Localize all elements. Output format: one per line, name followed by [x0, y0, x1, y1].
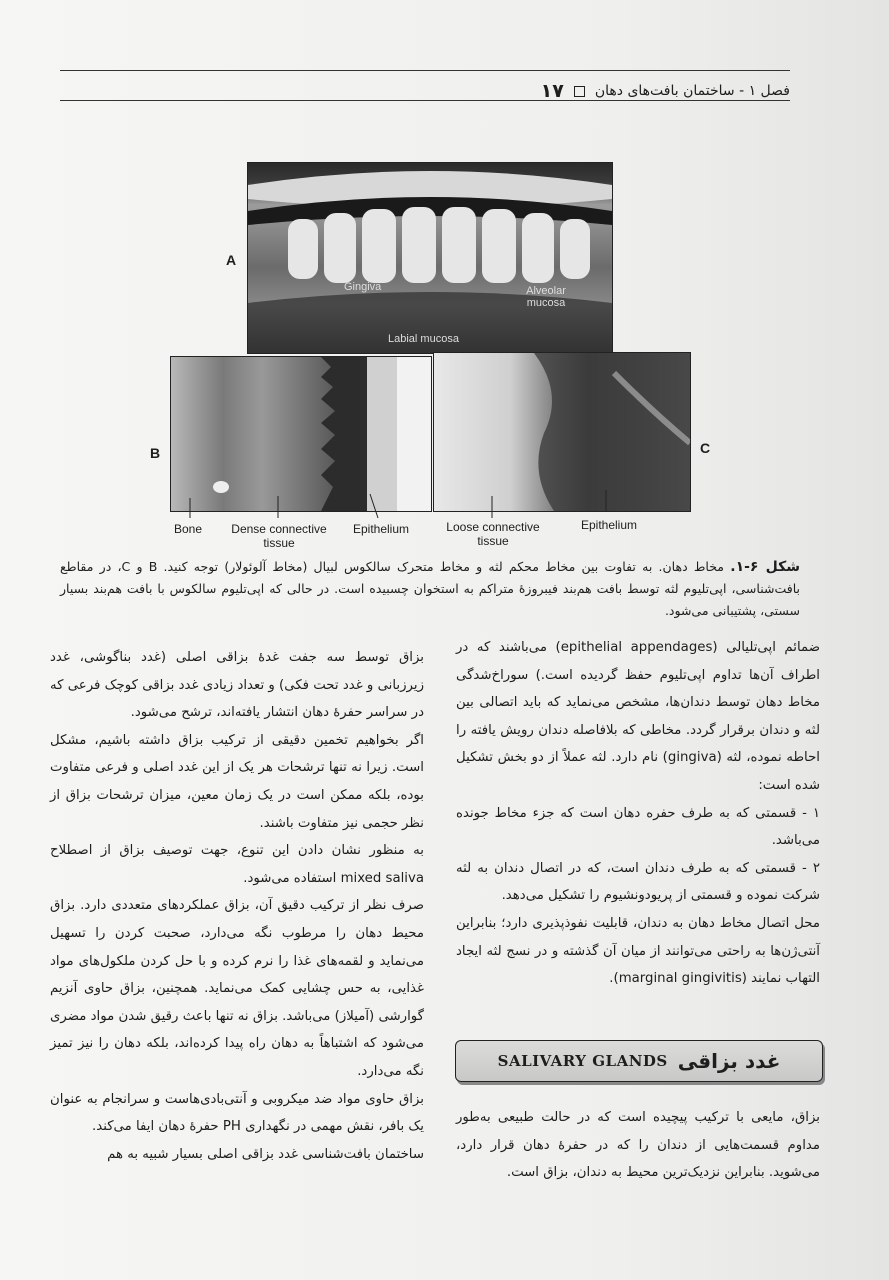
section-heading-fa: غدد بزاقی — [677, 1049, 781, 1073]
left-paragraph-6: ساختمان بافت‌شناسی غدد بزاقی اصلی بسیار شبیه به هم — [107, 1146, 424, 1162]
left-column — [50, 644, 424, 1168]
callout-dense-connective-tissue: Dense connective tissue — [231, 522, 327, 550]
left-paragraph-4: صرف نظر از ترکیب دقیق آن، بزاق عملکردهای متعددی دارد. بزاق محیط دهان را مرطوب نگه می‌دارد، صحبت کردن را تسهیل می‌نماید و لقمه‌های غذا را نرم کرده و با حل کردن ملکول‌های مواد غذایی، به حس چشایی کمک می‌نماید. همچنین، بزاق حاوی آنزیم گوارشی (آمیلاز) می‌باشد. بزاق نه تنها باعث رقیق شدن مواد مضری می‌شود که اشتباهاً به دهان راه پیدا کرده‌اند، بلکه دهان را نیز تمیز نگه می‌دارد. — [50, 898, 424, 1079]
panel-a-label: A — [226, 252, 237, 268]
list-item-1: ۱ - قسمتی که به طرف حفره دهان است که جزء مخاط جونده می‌باشد. — [456, 805, 820, 849]
section-heading-salivary-glands — [455, 1040, 823, 1082]
callout-bone: Bone — [173, 522, 203, 536]
callout-loose-connective-tissue: Loose connective tissue — [446, 520, 540, 548]
section-heading-en: SALIVARY GLANDS — [497, 1052, 668, 1070]
label-gingiva: Gingiva — [344, 281, 382, 293]
chapter-title: فصل ۱ - ساختمان بافت‌های دهان — [594, 83, 790, 99]
panel-c-label: C — [700, 440, 711, 456]
callout-epithelium-c: Epithelium — [580, 518, 638, 532]
figure-caption — [60, 556, 800, 622]
right-paragraph-2: محل اتصال مخاط دهان به دندان، قابلیت نفوذپذیری دارد؛ بنابراین آنتی‌ژن‌ها به راحتی می‌توانند از میان آن گذشته و در نسج لثه ایجاد التهاب نمایند (marginal gingivitis). — [456, 915, 820, 987]
page-number: ۱۷ — [540, 80, 564, 102]
callout-lines — [0, 0, 889, 560]
label-labial-mucosa: Labial mucosa — [388, 333, 459, 345]
left-paragraph-3: به منظور نشان دادن این تنوع، جهت توصیف بزاق از اصطلاح mixed saliva استفاده می‌شود. — [50, 843, 424, 886]
caption-number: شکل ۶-۱. — [730, 559, 800, 575]
right-column-top — [456, 634, 820, 993]
list-item-2: ۲ - قسمتی که به طرف دندان است، که در اتصال دندان به لثه شرکت نموده و قسمتی از پریودونشیوم را تشکیل می‌دهد. — [456, 860, 820, 904]
callout-epithelium-b: Epithelium — [352, 522, 410, 536]
right-paragraph-3: بزاق، مایعی با ترکیب پیچیده است که در حالت طبیعی به‌طور مداوم قسمت‌هایی از دندان را که در حفرهٔ دهان قرار دارد، می‌شوید. بنابراین نزدیک‌ترین محیط به دندان، بزاق است. — [456, 1110, 820, 1181]
left-paragraph-1: بزاق توسط سه جفت غدهٔ بزاقی اصلی (غدد بناگوشی، غدد زیرزبانی و غدد تحت فکی) و تعداد زیادی غدد بزاقی کوچک فرعی که در سراسر حفرهٔ دهان انتشار یافته‌اند، ترشح می‌شود. — [50, 650, 424, 721]
caption-text: مخاط دهان. به تفاوت بین مخاط محکم لثه و مخاط متحرک سالکوس لبیال (مخاط آلوئولار) توجه کنید. B و C، در مقاطع بافت‌شناسی، اپی‌تلیوم لثه توسط بافت هم‌بند فیبروزهٔ متراکم به استخوان چسبیده است. در حالی که اپی‌تلیوم سالکوس با بافت هم‌بند بسیار سستی، پشتیبانی می‌شود. — [60, 559, 800, 618]
left-paragraph-2: اگر بخواهیم تخمین دقیقی از ترکیب بزاق داشته باشیم، مشکل است. زیرا نه تنها ترشحات هر یک از این غدد اصلی و فرعی متفاوت بوده، بلکه ممکن است در یک زمان معین، میزان ترشحات بزاق از نظر حجمی نیز متفاوت باشند. — [50, 732, 424, 831]
left-paragraph-5: بزاق حاوی مواد ضد میکروبی و آنتی‌بادی‌هاست و سرانجام به عنوان یک بافر، نقش مهمی در نگهداری PH حفرهٔ دهان ایفا می‌کند. — [50, 1091, 424, 1135]
right-paragraph-1: ضمائم اپی‌تلیالی (epithelial appendages) می‌باشند که در اطراف آن‌ها تداوم اپی‌تلیوم حفظ گردیده است.) سوراخ‌شدگی مخاط دهان توسط دندان‌ها، مشخص می‌نماید که باید اتصالی بین لثه و دندان برقرار گردد. مخاطی که بلافاصله دندان رویش یافته را احاطه نموده، لثه (gingiva) نام دارد. لثه عملاً از دو بخش تشکیل شده است: — [456, 640, 821, 793]
right-column-bottom — [456, 1104, 820, 1187]
panel-b-label: B — [150, 445, 161, 461]
label-alveolar-mucosa: Alveolar mucosa — [526, 285, 566, 309]
